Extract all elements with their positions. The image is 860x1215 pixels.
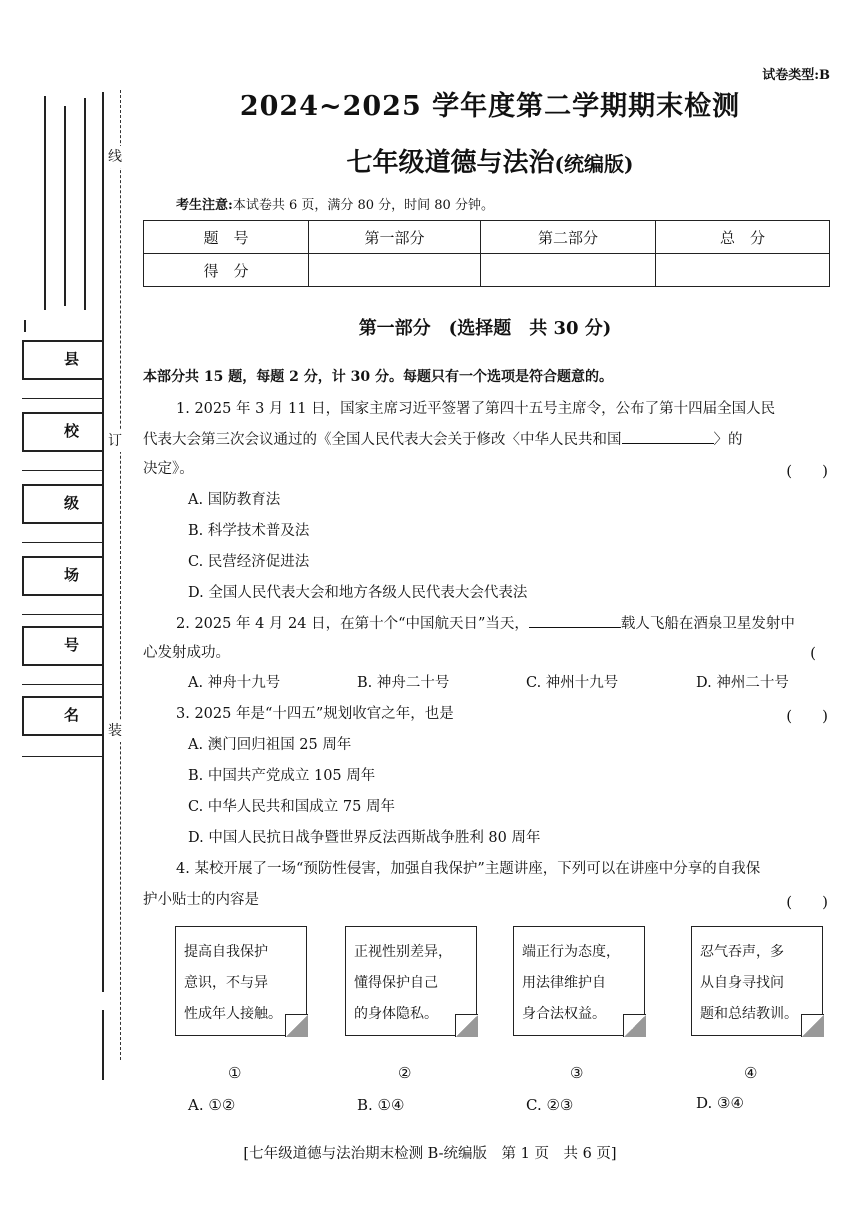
cut-line <box>120 90 121 1060</box>
tip-card-line: 从自身寻找问 <box>700 975 784 991</box>
page-footer: [七年级道德与法治期末检测 B-统编版 第 1 页 共 6 页] <box>243 1146 617 1162</box>
score-table <box>143 220 830 287</box>
tip-card-3-number: ③ <box>570 1064 584 1082</box>
tip-card-1-number: ① <box>228 1064 242 1082</box>
q2-stem-line1-text: 2. 2025 年 4 月 24 日，在第十个“中国航天日”当天， <box>176 616 529 632</box>
header-part-one: 第一部分 <box>309 221 481 254</box>
score-table-score-row <box>144 254 830 287</box>
tip-card-2-number: ② <box>398 1064 412 1082</box>
notice-label: 考生注意: <box>176 198 233 213</box>
field-rule <box>22 470 102 471</box>
q1-stem-line2-text: 代表大会第三次会议通过的《全国人民代表大会关于修改〈中华人民共和国 <box>143 432 622 448</box>
q4-option-a[interactable]: A. ①② <box>188 1096 236 1114</box>
q4-stem-line1: 4. 某校开展了一场“预防性侵害，加强自我保护”主题讲座，下列可以在讲座中分享的自我保 <box>176 861 761 877</box>
tip-card-line: 用法律维护自 <box>522 975 606 991</box>
field-rule <box>22 542 102 543</box>
margin-mark <box>24 320 26 332</box>
field-rule <box>22 398 102 399</box>
margin-rule <box>102 1010 104 1080</box>
row-label-score: 得 分 <box>144 254 309 287</box>
margin-rule <box>64 106 66 306</box>
q1-option-a[interactable]: A. 国防教育法 <box>188 492 281 508</box>
q2-stem-line1-end: 载人飞船在酒泉卫星发射中 <box>620 616 795 632</box>
q1-stem-line2 <box>143 432 743 448</box>
q4-answer-parentheses[interactable]: ( ) <box>786 893 828 911</box>
q1-option-b[interactable]: B. 科学技术普及法 <box>188 523 310 539</box>
subject-title <box>180 142 800 179</box>
field-rule <box>22 614 102 615</box>
q3-option-c[interactable]: C. 中华人民共和国成立 75 周年 <box>188 799 395 815</box>
q4-option-b[interactable]: B. ①④ <box>357 1096 405 1114</box>
q2-stem-line2: 心发射成功。 <box>143 645 230 661</box>
class-field[interactable] <box>22 484 102 524</box>
tip-card-line: 性成年人接触。 <box>184 1006 282 1022</box>
q2-option-a[interactable]: A. 神舟十九号 <box>188 675 281 691</box>
tip-card-3 <box>513 926 645 1036</box>
score-cell-part-one[interactable] <box>309 254 481 287</box>
tip-card-line: 提高自我保护 <box>184 944 268 960</box>
school-field[interactable] <box>22 412 102 452</box>
exam-notice <box>176 194 494 213</box>
margin-rule <box>44 96 46 310</box>
q1-stem-line3: 决定》。 <box>143 461 194 477</box>
class-label: 级 <box>64 494 80 512</box>
q1-option-d[interactable]: D. 全国人民代表大会和地方各级人民代表大会代表法 <box>188 585 528 601</box>
subject-name: 七年级道德与法治 <box>346 148 555 178</box>
q3-option-b[interactable]: B. 中国共产党成立 105 周年 <box>188 768 376 784</box>
q4-option-d[interactable]: D. ③④ <box>696 1094 744 1112</box>
q4-option-c[interactable]: C. ②③ <box>526 1096 574 1114</box>
tip-card-line: 懂得保护自己 <box>354 975 438 991</box>
tip-card-line: 忍气吞声，多 <box>700 944 784 960</box>
binding-margin <box>0 0 130 1215</box>
q3-option-a[interactable]: A. 澳门回归祖国 25 周年 <box>188 737 352 753</box>
q1-answer-parentheses[interactable]: ( ) <box>786 462 828 480</box>
score-cell-total[interactable] <box>656 254 830 287</box>
q3-answer-parentheses[interactable]: ( ) <box>786 707 828 725</box>
q2-option-c[interactable]: C. 神州十九号 <box>526 675 619 691</box>
tip-card-4-number: ④ <box>744 1064 758 1082</box>
part-one-instructions: 本部分共 15 题，每题 2 分，计 30 分。每题只有一个选项是符合题意的。 <box>143 369 613 385</box>
score-cell-part-two[interactable] <box>481 254 656 287</box>
header-part-two: 第二部分 <box>481 221 656 254</box>
q2-option-b[interactable]: B. 神舟二十号 <box>357 675 450 691</box>
seat-number-label: 号 <box>64 636 80 654</box>
field-rule <box>22 684 102 685</box>
q1-stem-line1: 1. 2025 年 3 月 11 日，国家主席习近平签署了第四十五号主席令，公布了第十四届全国人民 <box>176 401 776 417</box>
tip-card-line: 题和总结教训。 <box>700 1006 798 1022</box>
edition-label: (统编版) <box>554 152 634 176</box>
q3-stem: 3. 2025 年是“十四五”规划收官之年，也是 <box>176 706 454 722</box>
q1-answer-blank[interactable] <box>622 432 714 444</box>
tip-card-line: 端正行为态度， <box>522 944 620 960</box>
tip-card-2 <box>345 926 477 1036</box>
county-label: 县 <box>64 350 80 368</box>
q2-answer-blank[interactable] <box>529 616 621 628</box>
q4-stem-line2: 护小贴士的内容是 <box>143 892 259 908</box>
exam-room-field[interactable] <box>22 556 102 596</box>
county-field[interactable] <box>22 340 102 380</box>
q1-option-c[interactable]: C. 民营经济促进法 <box>188 554 310 570</box>
q2-answer-parentheses[interactable]: ( <box>810 644 816 662</box>
cut-label-order: 订 <box>108 430 122 452</box>
margin-rule <box>84 98 86 310</box>
q2-option-d[interactable]: D. 神州二十号 <box>696 675 789 691</box>
tip-card-line: 的身体隐私。 <box>354 1006 438 1022</box>
cut-label-line: 线 <box>108 146 122 168</box>
margin-rule <box>102 92 104 992</box>
tip-card-line: 正视性别差异， <box>354 944 452 960</box>
q3-option-d[interactable]: D. 中国人民抗日战争暨世界反法西斯战争胜利 80 周年 <box>188 830 541 846</box>
tip-card-line: 身合法权益。 <box>522 1006 606 1022</box>
part-one-title: 第一部分 (选择题 共 30 分) <box>358 318 612 339</box>
field-rule <box>22 756 102 757</box>
school-label: 校 <box>64 422 80 440</box>
name-field[interactable] <box>22 696 102 736</box>
notice-text: 本试卷共 6 页，满分 80 分，时间 80 分钟。 <box>232 198 494 213</box>
exam-title: 2024~2025 学年度第二学期期末检测 <box>239 91 741 122</box>
paper-type-label: 试卷类型:B <box>762 68 830 83</box>
seat-number-field[interactable] <box>22 626 102 666</box>
q2-stem-line1 <box>176 616 795 632</box>
header-total: 总 分 <box>656 221 830 254</box>
name-label: 名 <box>64 706 80 724</box>
score-table-header-row <box>144 221 830 254</box>
tip-card-4 <box>691 926 823 1036</box>
tip-card-line: 意识，不与异 <box>184 975 268 991</box>
header-question-number: 题 号 <box>144 221 309 254</box>
tip-card-1 <box>175 926 307 1036</box>
exam-room-label: 场 <box>64 566 80 584</box>
q1-stem-line2-end: 〉的 <box>713 432 743 448</box>
cut-label-bind: 装 <box>108 720 122 742</box>
